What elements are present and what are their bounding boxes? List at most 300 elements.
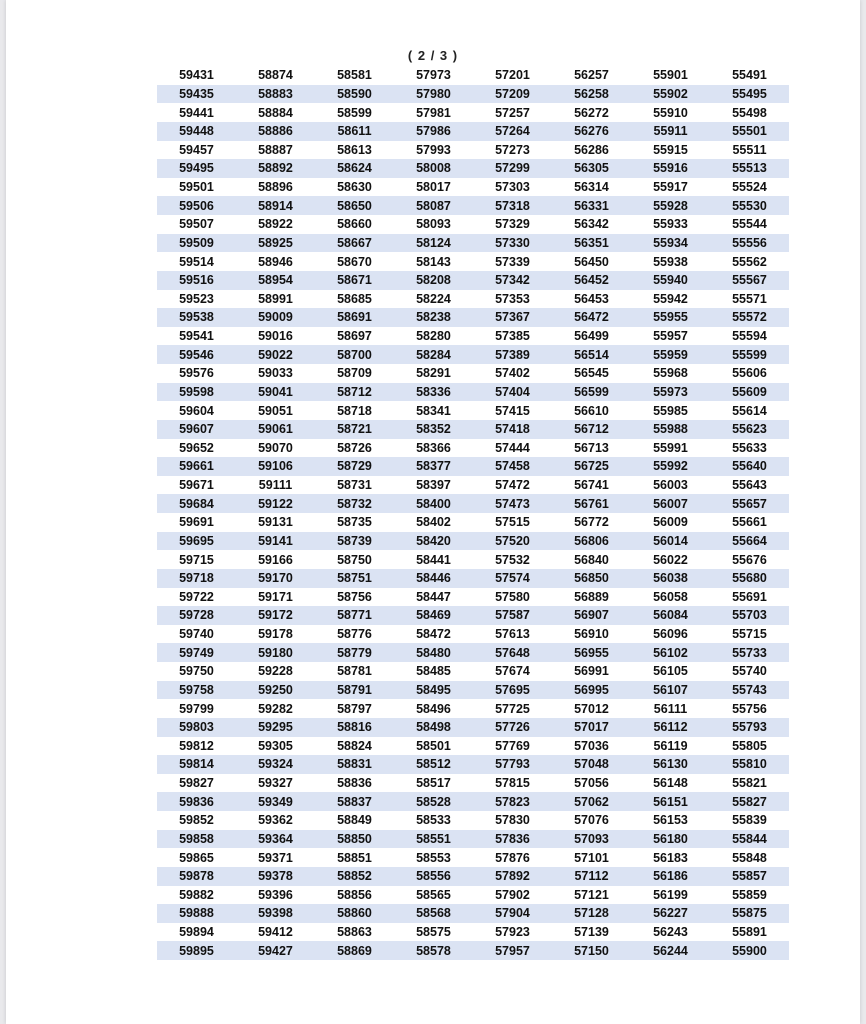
table-cell: 59061: [236, 420, 315, 439]
table-cell: 59715: [179, 552, 214, 567]
table-cell: 56840: [574, 552, 609, 567]
table-cell: 58087: [394, 196, 473, 215]
table-cell: 57404: [473, 383, 552, 402]
table-cell: 59607: [157, 420, 236, 439]
table-cell: 59106: [236, 457, 315, 476]
table-cell: 59740: [179, 627, 214, 642]
table-cell: 59718: [157, 569, 236, 588]
table-cell: 59538: [157, 308, 236, 327]
table-cell: 59141: [236, 532, 315, 551]
table-cell: 58397: [416, 478, 451, 493]
table-row: [157, 457, 789, 476]
table-cell: 58366: [416, 440, 451, 455]
table-cell: 59131: [258, 515, 293, 530]
table-cell: 59349: [236, 792, 315, 811]
table-cell: 55633: [732, 440, 767, 455]
table-cell: 57613: [495, 627, 530, 642]
table-row: [157, 271, 789, 290]
table-cell: 55740: [732, 664, 767, 679]
table-cell: 56014: [631, 532, 710, 551]
table-cell: 58718: [337, 403, 372, 418]
table-cell: 56331: [552, 196, 631, 215]
table-cell: 58501: [416, 738, 451, 753]
table-cell: 58446: [394, 569, 473, 588]
table-cell: 56314: [574, 180, 609, 195]
table-cell: 55756: [732, 701, 767, 716]
table-cell: 56153: [653, 813, 688, 828]
table-cell: 56112: [631, 718, 710, 737]
table-cell: 58856: [337, 887, 372, 902]
table-cell: 57515: [495, 515, 530, 530]
table-cell: 59166: [258, 552, 293, 567]
table-cell: 59799: [179, 701, 214, 716]
table-cell: 55715: [732, 627, 767, 642]
table-cell: 58869: [315, 941, 394, 960]
table-cell: 57973: [416, 68, 451, 83]
table-cell: 58922: [258, 217, 293, 232]
table-cell: 55973: [631, 383, 710, 402]
table-cell: 58816: [315, 718, 394, 737]
table-cell: 56725: [552, 457, 631, 476]
table-cell: 55988: [631, 420, 710, 439]
table-cell: 58512: [394, 755, 473, 774]
table-cell: 58533: [416, 813, 451, 828]
table-cell: 58946: [258, 254, 293, 269]
table-cell: 56003: [653, 478, 688, 493]
table-cell: 58954: [236, 271, 315, 290]
table-cell: 58751: [315, 569, 394, 588]
table-cell: 59364: [236, 830, 315, 849]
table-cell: 56342: [574, 217, 609, 232]
table-cell: 55915: [653, 142, 688, 157]
table-row: [157, 904, 789, 923]
table-cell: 58402: [416, 515, 451, 530]
table-cell: 55902: [631, 85, 710, 104]
table-cell: 57674: [495, 664, 530, 679]
table-cell: 57329: [495, 217, 530, 232]
table-cell: 58886: [236, 122, 315, 141]
table-cell: 58553: [416, 850, 451, 865]
table-cell: 56472: [552, 308, 631, 327]
table-row: [157, 290, 789, 309]
table-cell: 57769: [495, 738, 530, 753]
table-cell: 57299: [473, 159, 552, 178]
table-cell: 59576: [179, 366, 214, 381]
table-cell: 56452: [552, 271, 631, 290]
table-cell: 58238: [394, 308, 473, 327]
table-row: [157, 848, 789, 867]
table-cell: 58578: [394, 941, 473, 960]
table-cell: 59180: [236, 643, 315, 662]
table-cell: 55495: [710, 85, 789, 104]
table-cell: 55657: [710, 494, 789, 513]
table-cell: 59228: [258, 664, 293, 679]
table-row: [157, 737, 789, 756]
table-cell: 57209: [473, 85, 552, 104]
document-page: [6, 0, 860, 1024]
table-cell: 55959: [631, 345, 710, 364]
table-cell: 57150: [552, 941, 631, 960]
table-cell: 55594: [732, 329, 767, 344]
table-cell: 56183: [653, 850, 688, 865]
table-cell: 59051: [258, 403, 293, 418]
table-cell: 57815: [495, 776, 530, 791]
table-row: [157, 439, 789, 458]
table-cell: 55544: [732, 217, 767, 232]
table-row: [157, 420, 789, 439]
table-cell: 58124: [394, 234, 473, 253]
table-cell: 57458: [473, 457, 552, 476]
table-cell: 58776: [337, 627, 372, 642]
table-cell: 59070: [258, 440, 293, 455]
table-cell: 57981: [416, 105, 451, 120]
table-row: [157, 196, 789, 215]
table-cell: 57036: [574, 738, 609, 753]
table-cell: 59514: [179, 254, 214, 269]
table-cell: 58671: [315, 271, 394, 290]
table-row: [157, 345, 789, 364]
table-cell: 58611: [315, 122, 394, 141]
table-cell: 55640: [710, 457, 789, 476]
table-row: [157, 252, 789, 271]
table-cell: 58731: [337, 478, 372, 493]
table-cell: 59814: [157, 755, 236, 774]
table-cell: 57520: [473, 532, 552, 551]
table-cell: 58008: [394, 159, 473, 178]
table-cell: 56111: [653, 701, 688, 716]
table-row: [157, 215, 789, 234]
table-cell: 56130: [631, 755, 710, 774]
table-cell: 59728: [157, 606, 236, 625]
table-cell: 56084: [631, 606, 710, 625]
table-cell: 58849: [337, 813, 372, 828]
table-row: [157, 327, 789, 346]
table-cell: 58441: [416, 552, 451, 567]
table-cell: 57587: [473, 606, 552, 625]
table-cell: 56499: [574, 329, 609, 344]
table-cell: 59178: [258, 627, 293, 642]
table-row: [157, 662, 789, 681]
table-cell: 57076: [574, 813, 609, 828]
table-cell: 57318: [473, 196, 552, 215]
table-cell: 58709: [337, 366, 372, 381]
table-cell: 59604: [179, 403, 214, 418]
table-row: [157, 867, 789, 886]
table-cell: 56453: [574, 291, 609, 306]
table-row: [157, 792, 789, 811]
table-cell: 55934: [631, 234, 710, 253]
table-cell: 56850: [552, 569, 631, 588]
table-cell: 59509: [157, 234, 236, 253]
table-cell: 58556: [394, 867, 473, 886]
table-cell: 59888: [157, 904, 236, 923]
table-cell: 59858: [157, 830, 236, 849]
table-cell: 58590: [315, 85, 394, 104]
table-cell: 59722: [179, 589, 214, 604]
table-cell: 58528: [394, 792, 473, 811]
table-cell: 56244: [631, 941, 710, 960]
table-cell: 57695: [473, 681, 552, 700]
table-cell: 59501: [179, 180, 214, 195]
table-cell: 55875: [710, 904, 789, 923]
numbers-table: [157, 66, 789, 960]
table-cell: 59598: [157, 383, 236, 402]
table-cell: 57444: [495, 440, 530, 455]
table-cell: 57876: [495, 850, 530, 865]
table-cell: 56199: [653, 887, 688, 902]
table-cell: 59324: [236, 755, 315, 774]
table-cell: 58691: [315, 308, 394, 327]
table-cell: 55928: [631, 196, 710, 215]
table-cell: 59022: [236, 345, 315, 364]
table-cell: 56107: [631, 681, 710, 700]
table-cell: 59441: [179, 105, 214, 120]
table-cell: 57353: [495, 291, 530, 306]
table-cell: 59827: [179, 776, 214, 791]
table-cell: 55606: [732, 366, 767, 381]
table-cell: 57574: [473, 569, 552, 588]
table-cell: 59865: [179, 850, 214, 865]
table-cell: 55917: [653, 180, 688, 195]
table-cell: 58850: [315, 830, 394, 849]
table-cell: 57385: [495, 329, 530, 344]
table-cell: 55942: [653, 291, 688, 306]
page-number: ( 2 / 3 ): [407, 48, 459, 63]
table-cell: 59882: [179, 887, 214, 902]
table-cell: 57823: [473, 792, 552, 811]
table-cell: 55680: [710, 569, 789, 588]
table-cell: 58831: [315, 755, 394, 774]
table-cell: 58485: [416, 664, 451, 679]
table-cell: 55857: [710, 867, 789, 886]
table-cell: 58581: [337, 68, 372, 83]
table-cell: 59691: [179, 515, 214, 530]
table-cell: 55957: [653, 329, 688, 344]
table-cell: 55511: [732, 142, 767, 157]
table-cell: 59282: [258, 701, 293, 716]
table-cell: 59457: [179, 142, 214, 157]
table-cell: 59803: [157, 718, 236, 737]
table-row: [157, 364, 789, 383]
table-cell: 57367: [473, 308, 552, 327]
table-cell: 55911: [631, 122, 710, 141]
table-cell: 58469: [394, 606, 473, 625]
table-cell: 58892: [236, 159, 315, 178]
table-cell: 58472: [416, 627, 451, 642]
table-cell: 58498: [394, 718, 473, 737]
table-cell: 58667: [315, 234, 394, 253]
table-cell: 55793: [710, 718, 789, 737]
table-cell: 58447: [416, 589, 451, 604]
table-cell: 57012: [574, 701, 609, 716]
table-cell: 56806: [552, 532, 631, 551]
table-cell: 55609: [710, 383, 789, 402]
table-row: [157, 569, 789, 588]
table-cell: 55940: [631, 271, 710, 290]
table-cell: 56096: [653, 627, 688, 642]
table-cell: 56907: [552, 606, 631, 625]
table-row: [157, 122, 789, 141]
table-row: [157, 308, 789, 327]
table-cell: 58093: [416, 217, 451, 232]
table-cell: 55821: [732, 776, 767, 791]
table-row: [157, 606, 789, 625]
table-cell: 59516: [157, 271, 236, 290]
table-cell: 57264: [473, 122, 552, 141]
table-cell: 55530: [710, 196, 789, 215]
table-cell: 57892: [473, 867, 552, 886]
table-cell: 55623: [710, 420, 789, 439]
table-cell: 58400: [394, 494, 473, 513]
table-cell: 59684: [157, 494, 236, 513]
table-cell: 56227: [631, 904, 710, 923]
table-cell: 57062: [552, 792, 631, 811]
table-row: [157, 141, 789, 160]
table-cell: 56599: [552, 383, 631, 402]
table-cell: 55955: [631, 308, 710, 327]
table-row: [157, 178, 789, 197]
table-row: [157, 234, 789, 253]
table-cell: 58732: [315, 494, 394, 513]
table-cell: 55938: [653, 254, 688, 269]
table-cell: 56243: [653, 925, 688, 940]
table-cell: 58836: [337, 776, 372, 791]
table-cell: 59398: [236, 904, 315, 923]
table-cell: 59327: [258, 776, 293, 791]
table-cell: 59852: [179, 813, 214, 828]
table-cell: 58291: [416, 366, 451, 381]
table-cell: 57472: [495, 478, 530, 493]
table-cell: 58735: [337, 515, 372, 530]
table-row: [157, 830, 789, 849]
table-cell: 56514: [552, 345, 631, 364]
table-row: [157, 941, 789, 960]
table-cell: 55571: [732, 291, 767, 306]
table-cell: 56545: [574, 366, 609, 381]
table-cell: 59836: [157, 792, 236, 811]
table-cell: 55933: [653, 217, 688, 232]
table-cell: 56910: [574, 627, 609, 642]
table-cell: 55991: [653, 440, 688, 455]
table-cell: 56761: [552, 494, 631, 513]
table-row: [157, 401, 789, 420]
table-row: [157, 494, 789, 513]
table-cell: 59495: [157, 159, 236, 178]
table-cell: 55498: [732, 105, 767, 120]
table-cell: 55524: [732, 180, 767, 195]
table-row: [157, 699, 789, 718]
table-cell: 56712: [552, 420, 631, 439]
table-cell: 57273: [495, 142, 530, 157]
table-cell: 56305: [552, 159, 631, 178]
table-cell: 57993: [416, 142, 451, 157]
table-cell: 56351: [552, 234, 631, 253]
table-cell: 57418: [473, 420, 552, 439]
table-cell: 55859: [732, 887, 767, 902]
table-row: [157, 886, 789, 905]
table-row: [157, 159, 789, 178]
table-row: [157, 513, 789, 532]
table-cell: 56995: [552, 681, 631, 700]
table-cell: 55703: [710, 606, 789, 625]
table-cell: 55901: [653, 68, 688, 83]
table-cell: 58896: [258, 180, 293, 195]
table-cell: 58887: [258, 142, 293, 157]
table-row: [157, 588, 789, 607]
table-cell: 55643: [732, 478, 767, 493]
table-cell: 57580: [495, 589, 530, 604]
table-cell: 59435: [157, 85, 236, 104]
table-cell: 58991: [258, 291, 293, 306]
table-cell: 59171: [258, 589, 293, 604]
table-row: [157, 718, 789, 737]
table-cell: 56450: [574, 254, 609, 269]
table-cell: 58565: [416, 887, 451, 902]
table-cell: 55968: [653, 366, 688, 381]
table-cell: 59541: [179, 329, 214, 344]
table-cell: 56058: [653, 589, 688, 604]
table-cell: 59894: [179, 925, 214, 940]
table-cell: 55491: [732, 68, 767, 83]
table-cell: 58851: [337, 850, 372, 865]
table-cell: 59431: [179, 68, 214, 83]
table-cell: 58568: [394, 904, 473, 923]
table-row: [157, 774, 789, 793]
table-row: [157, 923, 789, 942]
table-cell: 59652: [179, 440, 214, 455]
table-cell: 58480: [394, 643, 473, 662]
table-cell: 59448: [157, 122, 236, 141]
table-row: [157, 681, 789, 700]
table-cell: 58884: [258, 105, 293, 120]
table-cell: 55985: [653, 403, 688, 418]
table-cell: 59812: [179, 738, 214, 753]
table-cell: 59111: [258, 478, 293, 493]
table-cell: 56009: [653, 515, 688, 530]
table-cell: 55848: [732, 850, 767, 865]
table-cell: 55827: [710, 792, 789, 811]
table-row: [157, 811, 789, 830]
table-cell: 55810: [710, 755, 789, 774]
table-cell: 59016: [258, 329, 293, 344]
table-cell: 57402: [495, 366, 530, 381]
table-cell: 55513: [710, 159, 789, 178]
table-cell: 56105: [653, 664, 688, 679]
table-cell: 58630: [337, 180, 372, 195]
table-cell: 57957: [473, 941, 552, 960]
table-cell: 58352: [394, 420, 473, 439]
table-cell: 59507: [179, 217, 214, 232]
table-cell: 58797: [337, 701, 372, 716]
table-row: [157, 383, 789, 402]
table-cell: 58575: [416, 925, 451, 940]
table-cell: 59371: [258, 850, 293, 865]
table-cell: 58914: [236, 196, 315, 215]
table-cell: 56889: [574, 589, 609, 604]
table-cell: 58517: [416, 776, 451, 791]
table-cell: 56148: [653, 776, 688, 791]
table-cell: 59033: [258, 366, 293, 381]
table-cell: 57093: [552, 830, 631, 849]
table-cell: 55733: [710, 643, 789, 662]
table-cell: 59750: [179, 664, 214, 679]
table-cell: 57201: [495, 68, 530, 83]
table-cell: 56151: [631, 792, 710, 811]
table-cell: 55839: [732, 813, 767, 828]
table-cell: 58925: [236, 234, 315, 253]
table-cell: 58697: [337, 329, 372, 344]
table-cell: 59305: [258, 738, 293, 753]
